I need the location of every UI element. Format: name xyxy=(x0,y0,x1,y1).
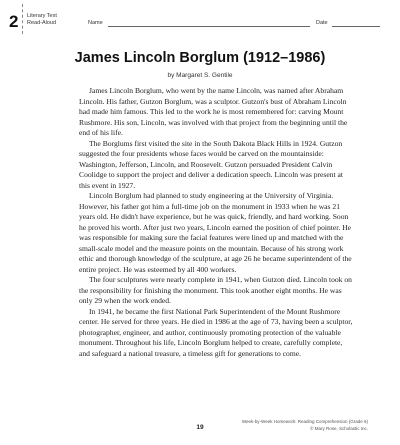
page-header xyxy=(0,0,400,36)
name-label: Name xyxy=(88,20,103,26)
footer-credit-line2: © Mary Rose, Scholastic Inc. xyxy=(310,425,368,431)
footer-credit xyxy=(242,419,368,432)
name-field[interactable] xyxy=(108,26,310,27)
date-label: Date xyxy=(316,20,328,26)
footer-page-number: 19 xyxy=(196,424,204,431)
section-label-line2: Read-Aloud xyxy=(27,20,57,26)
section-label xyxy=(27,13,57,27)
article-paragraph: The Borglums first visited the site in the South Dakota Black Hills in 1924. Gutzon suggested the four presidents whose faces would be carved on the mountainside: Washington, Jefferson, Lincoln, and Roosevelt. Gutzon persuaded President Calvin Coolidge to support the project and deliver a dedication speech. Lincoln was present at this event in 1927. xyxy=(79,138,344,190)
article-title: James Lincoln Borglum (1912–1986) xyxy=(74,50,326,66)
section-label-line1: Literary Text xyxy=(27,13,57,19)
article-body xyxy=(79,86,354,359)
article-paragraph: James Lincoln Borglum, who went by the name Lincoln, was named after Abraham Lincoln. His father, Gutzon Borglum, was a sculptor. Gutzon's bust of Abraham Lincoln had made him famous. This led to the work he is most remembered for: carving Mount Rushmore. His son, Lincoln, was involved with that project from the beginning until the end of his life. xyxy=(79,86,348,137)
article-paragraph: The four sculptures were nearly complete in 1941, when Gutzon died. Lincoln took on the responsibility for finishing the monument. This took another eight months. He was only 29 when the work ended. xyxy=(79,275,352,305)
footer-credit-line1: Week-by-Week Homework: Reading Comprehension (Grade 6) xyxy=(241,419,368,424)
date-field[interactable] xyxy=(332,26,380,27)
page-section-number: 2 xyxy=(9,12,19,31)
article-paragraph: In 1941, he became the first National Park Superintendent of the Mount Rushmore center. He served for three years. He died in 1986 at the age of 73, having been a sculptor, photographer, engineer, and author, continuously promoting protection of the valuable monument. Throughout his life, Lincoln Borglum helped to create, carefully complete, and safeguard a national treasure, a timeless gift for generations to come. xyxy=(79,306,353,358)
article-byline: by Margaret S. Gentile xyxy=(167,72,233,79)
article-paragraph: Lincoln Borglum had planned to study engineering at the University of Virginia. However, his father got him a full-time job on the monument in 1933 when he was 21 years old. He didn't have experience, but he was quick, friendly, and hard working. Soon he proved his worth. After just two years, Lincoln earned the position of chief pointer. He was responsible for making sure the facial features were lined up and matched with the small-scale model and the measure points on the mountain. Because of his strong work ethic and thorough knowledge of the sculpture, at age 26 he became superintendent of the entire project. He was esteemed by all 400 workers. xyxy=(79,191,352,274)
dashed-divider xyxy=(22,4,23,34)
